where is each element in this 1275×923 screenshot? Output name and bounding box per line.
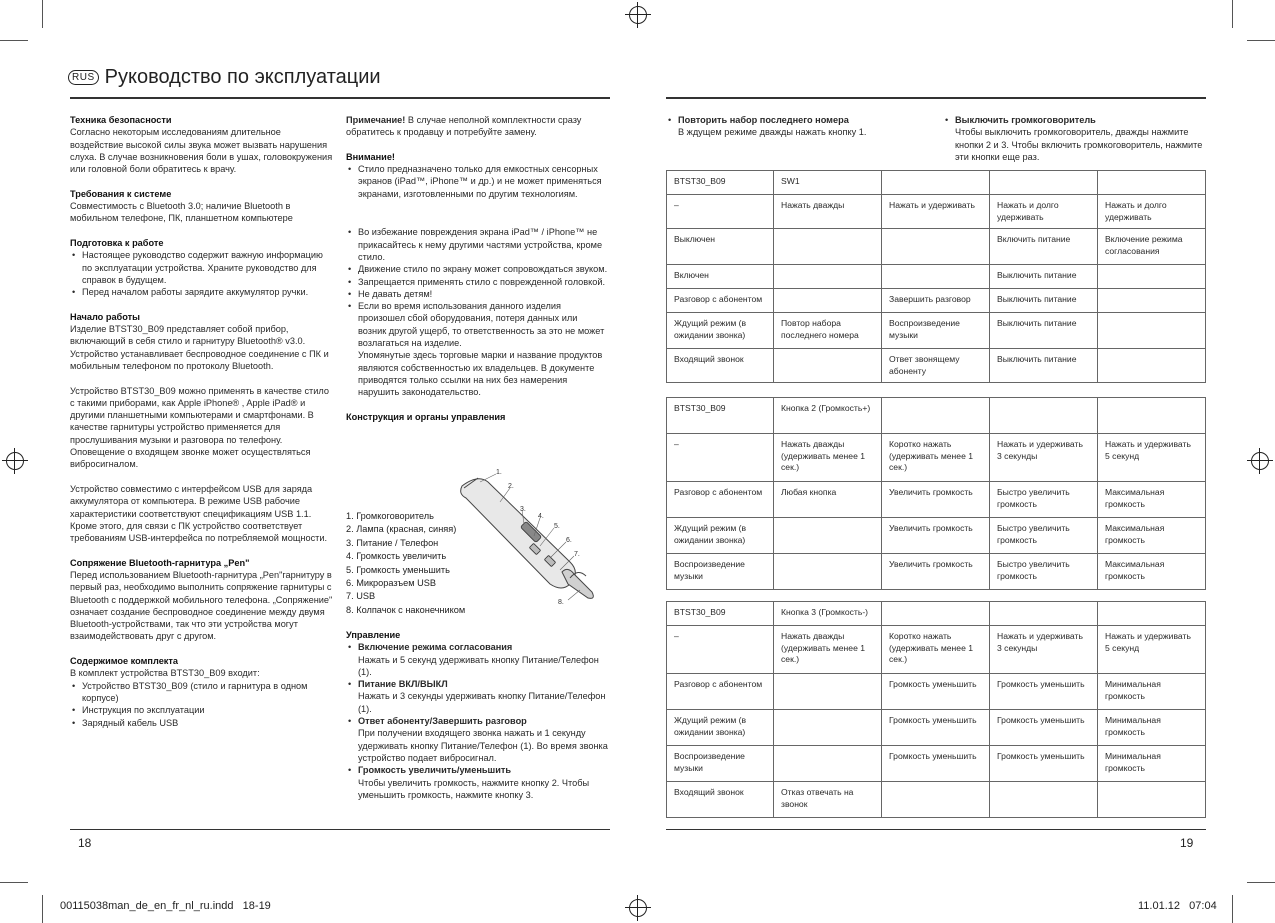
table-cell [990,602,1098,626]
table-cell [1098,265,1206,289]
pairing-text: Перед использованием Bluetooth-гарнитура „Pen"гарнитуру в первый раз, необходимо выполнить сопряжение гарнитуры с Bluetooth с поддержкой мобильного телефона. „Сопряжение" означает создание беспроводное соединение между двумя Bluetooth-устройствами, так что эти устройства могут взаимодействовать друг с другом. [70,569,333,642]
table-cell: Громкость уменьшить [882,746,990,782]
table-cell [774,265,882,289]
preparation-list [70,249,335,298]
table-cell: SW1 [774,171,882,195]
table-cell: Громкость уменьшить [990,746,1098,782]
table-cell: Любая кнопка [774,482,882,518]
table-cell: Разговор с абонентом [667,482,774,518]
table-cell: Повтор набора последнего номера [774,313,882,349]
footer-divider [666,829,1206,830]
control-item-title: Питание ВКЛ/ВЫКЛ [358,679,448,690]
contents-list [70,680,335,729]
table-cell: Нажать и удерживать 3 секунды [990,434,1098,482]
speaker-section [943,114,1205,163]
stylus-pen-diagram [450,466,610,608]
start-heading: Начало работы [70,311,140,322]
table-cell: Нажать и долго удерживать [1098,195,1206,229]
table-cell [882,265,990,289]
table-cell: BTST30_B09 [667,171,774,195]
table-cell: Ждущий режим (в ожидании звонка) [667,313,774,349]
part-item: 8. Колпачок с наконечником [346,604,466,615]
table-cell [882,398,990,434]
list-item: • Запрещается применять стило с поврежденной головкой. [346,276,608,288]
diagram-label: 8. [558,599,564,606]
table-row [667,434,1206,482]
crop-mark [1247,882,1275,883]
crop-mark [1232,895,1233,923]
table-cell [774,674,882,710]
trademark-text: Упомянутые здесь торговые марки и название продуктов являются собственностью их владельцев. В документе приводятся только ссылки на них без намерения нарушить законодательство. [358,350,603,398]
diagram-label: 2. [508,483,514,490]
table-cell: Увеличить громкость [882,518,990,554]
table-cell [774,518,882,554]
preparation-heading: Подготовка к работе [70,237,164,248]
table-cell [774,349,882,383]
start-text: Изделие BTST30_B09 представляет собой прибор, включающий в себя стило и гарнитуру Bluetooth® v3.0. Устройство устанавливает беспроводное соединение с ПК и мобильным телефоном по протоколу Bluetooth. [70,324,329,371]
speaker-title: Выключить громкоговоритель [955,115,1096,125]
table-cell: Громкость уменьшить [882,710,990,746]
list-item: • Перед началом работы зарядите аккумулятор ручки. [70,286,335,298]
contents-heading: Содержимое комплекта [70,656,179,667]
table-cell: Выключить питание [990,313,1098,349]
table-row [667,229,1206,265]
table-cell: Нажать и удерживать 5 секунд [1098,434,1206,482]
table-cell [1098,602,1206,626]
part-item: 5. Громкость уменьшить [346,564,450,575]
table-cell: Разговор с абонентом [667,674,774,710]
header-divider [666,97,1206,99]
table-cell [882,602,990,626]
table-row [667,265,1206,289]
table-cell: Воспроизведение музыки [882,313,990,349]
table-cell: Максимальная громкость [1098,482,1206,518]
list-item: • Стило предназначено только для емкостных сенсорных экранов (iPad™, iPhone™ и др.) и не может применяться экранами, изготовленными по другим технологиям. [346,163,608,200]
table-cell: Нажать и долго удерживать [990,195,1098,229]
diagram-label: 3. [520,506,526,513]
part-item: 4. Громкость увеличить [346,551,447,562]
table-cell: Выключить питание [990,289,1098,313]
table-row [667,195,1206,229]
part-item: 6. Микроразъем USB [346,578,436,589]
table-cell [990,782,1098,818]
table-cell [774,746,882,782]
control-item-text: Нажать и 3 секунды удерживать кнопку Питание/Телефон (1). [358,691,606,714]
table-cell [882,782,990,818]
note-text: В случае неполной комплектности сразу обратитесь к продавцу и потребуйте замену. [346,115,582,138]
language-badge: RUS [68,70,99,85]
table-cell: Ждущий режим (в ожидании звонка) [667,518,774,554]
page-title [68,66,381,89]
table-cell [1098,289,1206,313]
table-row [667,782,1206,818]
table-cell [1098,171,1206,195]
table-cell: Нажать и удерживать 3 секунды [990,626,1098,674]
start-text: Устройство BTST30_B09 можно применять в качестве стило с такими приборами, как Apple iPhone® , Apple iPad® и другими планшетными компьютерами и смартфонами. В качестве гарнитуры устройство применяется для прослушивания музыки и разговора по телефону. Оповещение о входящем звонке может осуществляться вибросигналом. [70,385,329,470]
table-cell: – [667,195,774,229]
table-row [667,398,1206,434]
table-row [667,626,1206,674]
table-cell: – [667,434,774,482]
table-cell: Включить питание [990,229,1098,265]
list-item [943,114,1205,163]
table-cell [1098,782,1206,818]
table-row [667,746,1206,782]
list-item [346,764,608,801]
table-cell: Выключить питание [990,265,1098,289]
table-row [667,289,1206,313]
contents-text: В комплект устройства BTST30_B09 входит: [70,668,260,679]
part-item: 7. USB [346,591,376,602]
table-cell [1098,398,1206,434]
file-slug: 00115038man_de_en_fr_nl_ru.indd 18-19 [60,900,271,912]
table-cell: Нажать дважды (удерживать менее 1 сек.) [774,434,882,482]
list-item [666,114,926,139]
table-cell [1098,349,1206,383]
table-cell: – [667,626,774,674]
list-item: • Инструкция по эксплуатации [70,704,335,716]
volume-down-table [666,601,1206,818]
table-cell: Выключен [667,229,774,265]
table-row [667,349,1206,383]
control-list [346,641,608,801]
crop-mark [1247,40,1275,41]
control-section [346,629,608,801]
table-row [667,602,1206,626]
speaker-text: Чтобы выключить громкоговоритель, дважды нажмите кнопки 2 и 3. Чтобы включить громкоговоритель, нажмите эти кнопки еще раз. [955,127,1203,162]
redial-list [666,114,926,139]
table-cell: Включение режима согласования [1098,229,1206,265]
control-item-text: Нажать и 5 секунд удерживать кнопку Питание/Телефон (1). [358,654,599,677]
table-cell: Коротко нажать (удерживать менее 1 сек.) [882,626,990,674]
note-label: Примечание! [346,115,406,125]
list-item [346,641,608,678]
registration-mark-icon [629,899,647,917]
table-cell: Быстро увеличить громкость [990,554,1098,590]
warning-heading: Внимание! [346,151,395,162]
table-row [667,313,1206,349]
table-cell [882,171,990,195]
crop-mark [0,882,28,883]
redial-title: Повторить набор последнего номера [678,115,849,125]
table-cell: Отказ отвечать на звонок [774,782,882,818]
safety-heading: Техника безопасности [70,115,172,125]
page-number-left: 18 [78,836,92,850]
diagram-label: 5. [554,523,560,530]
control-item-text: При получении входящего звонка нажать и 1 секунду удерживать кнопку Питание/Телефон (1). Во время звонка устройство подает вибросигнал. [358,728,608,763]
table-cell: Минимальная громкость [1098,710,1206,746]
table-cell: Нажать дважды [774,195,882,229]
list-item: • Зарядный кабель USB [70,717,335,729]
pen-illustration [461,478,594,598]
pairing-heading: Сопряжение Bluetooth-гарнитура „Pen" [70,557,250,568]
table-cell: Кнопка 3 (Громкость-) [774,602,882,626]
table-row [667,554,1206,590]
control-item-title: Включение режима согласования [358,642,513,653]
table-cell: BTST30_B09 [667,602,774,626]
list-item: • Не давать детям! [346,288,608,300]
table-cell: Включен [667,265,774,289]
table-cell: Завершить разговор [882,289,990,313]
table-cell [774,289,882,313]
table-cell: Громкость уменьшить [882,674,990,710]
sw1-table [666,170,1206,383]
table-cell: Выключить питание [990,349,1098,383]
part-item: 3. Питание / Телефон [346,537,439,548]
registration-mark-icon [629,6,647,24]
table-cell: Нажать и удерживать 5 секунд [1098,626,1206,674]
redial-section [666,114,926,139]
table-cell [990,398,1098,434]
table-row [667,674,1206,710]
safety-text: Согласно некоторым исследованиям длительное воздействие высокой силы звука может вызвать нарушения слуха. В случае возникновения боли в ушах, головокружения или головной боли обратитесь к врачу. [70,127,333,175]
note-paragraph [346,114,608,139]
middle-column [346,114,608,423]
crop-mark [42,0,43,28]
table-cell [1098,313,1206,349]
construction-heading: Конструкция и органы управления [346,411,506,422]
table-cell: Минимальная громкость [1098,674,1206,710]
crop-mark [0,40,28,41]
footer-divider [70,829,610,830]
diagram-label: 7. [574,551,580,558]
table-row [667,482,1206,518]
table-cell: Нажать дважды (удерживать менее 1 сек.) [774,626,882,674]
table-cell: Воспроизведение музыки [667,554,774,590]
diagram-label: 4. [538,513,544,520]
table-cell: Входящий звонок [667,782,774,818]
start-text: Устройство совместимо с интерфейсом USB для заряда аккумулятора от компьютера. В режиме USB рабочие характеристики соответствуют спецификациям USB 1.1. Кроме этого, для связи с ПК устройство соответствует требованиям USB-интерфейса по потребляемой мощности. [70,483,328,544]
diagram-label: 1. [496,469,502,476]
list-item: • Во избежание повреждения экрана iPad™ / iPhone™ не прикасайтесь к нему другими частями устройства, кроме стило. [346,226,608,263]
list-item: • Движение стило по экрану может сопровождаться звуком. [346,263,608,275]
table-cell: Коротко нажать (удерживать менее 1 сек.) [882,434,990,482]
control-item-text: Чтобы увеличить громкость, нажмите кнопку 2. Чтобы уменьшить громкость, нажмите кнопку 3. [358,777,590,800]
table-cell: Максимальная громкость [1098,518,1206,554]
warning-list [346,226,608,349]
print-date: 11.01.12 07:04 [1138,900,1217,912]
table-row [667,171,1206,195]
table-cell: Громкость уменьшить [990,674,1098,710]
table-cell [774,554,882,590]
table-cell: Быстро увеличить громкость [990,518,1098,554]
table-cell: Ответ звонящему абоненту [882,349,990,383]
requirements-text: Совместимость с Bluetooth 3.0; наличие Bluetooth в мобильном телефоне, ПК, планшетном компьютере [70,201,293,224]
table-cell: BTST30_B09 [667,398,774,434]
table-cell [882,229,990,265]
control-item-title: Громкость увеличить/уменьшить [358,765,511,776]
crop-mark [1232,0,1233,28]
table-cell: Разговор с абонентом [667,289,774,313]
table-row [667,710,1206,746]
table-cell: Кнопка 2 (Громкость+) [774,398,882,434]
control-item-title: Ответ абоненту/Завершить разговор [358,716,527,727]
requirements-heading: Требования к системе [70,188,172,199]
table-cell [774,229,882,265]
table-cell: Нажать и удерживать [882,195,990,229]
registration-mark-icon [6,452,24,470]
table-row [667,518,1206,554]
list-item: • Настоящее руководство содержит важную информацию по эксплуатации устройства. Храните руководство для справок в будущем. [70,249,335,286]
table-cell: Увеличить громкость [882,482,990,518]
list-item [346,678,608,715]
redial-text: В ждущем режиме дважды нажать кнопку 1. [678,127,867,138]
list-item: • Устройство BTST30_B09 (стило и гарнитура в одном корпусе) [70,680,335,705]
table-cell [774,710,882,746]
header-divider [70,97,610,99]
table-cell: Громкость уменьшить [990,710,1098,746]
list-item: • Если во время использования данного изделия произошел сбой оборудования, потеря данных или возник другой ущерб, то ответственность за это не может возлагаться на изделие. [346,300,608,349]
table-cell [990,171,1098,195]
crop-mark [42,895,43,923]
volume-up-table [666,397,1206,590]
control-heading: Управление [346,630,401,640]
table-cell: Минимальная громкость [1098,746,1206,782]
warning-list [346,163,608,200]
registration-mark-icon [1251,452,1269,470]
table-cell: Максимальная громкость [1098,554,1206,590]
table-cell: Увеличить громкость [882,554,990,590]
table-cell: Воспроизведение музыки [667,746,774,782]
page-title-text: Руководство по эксплуатации [104,66,381,88]
table-cell: Входящий звонок [667,349,774,383]
part-item: 2. Лампа (красная, синяя) [346,524,457,535]
left-column [70,114,335,729]
table-cell: Быстро увеличить громкость [990,482,1098,518]
speaker-list [943,114,1205,163]
list-item [346,715,608,764]
diagram-label: 6. [566,537,572,544]
table-cell: Ждущий режим (в ожидании звонка) [667,710,774,746]
page-number-right: 19 [1180,836,1194,850]
parts-list [346,510,465,617]
part-item: 1. Громкоговоритель [346,511,434,521]
